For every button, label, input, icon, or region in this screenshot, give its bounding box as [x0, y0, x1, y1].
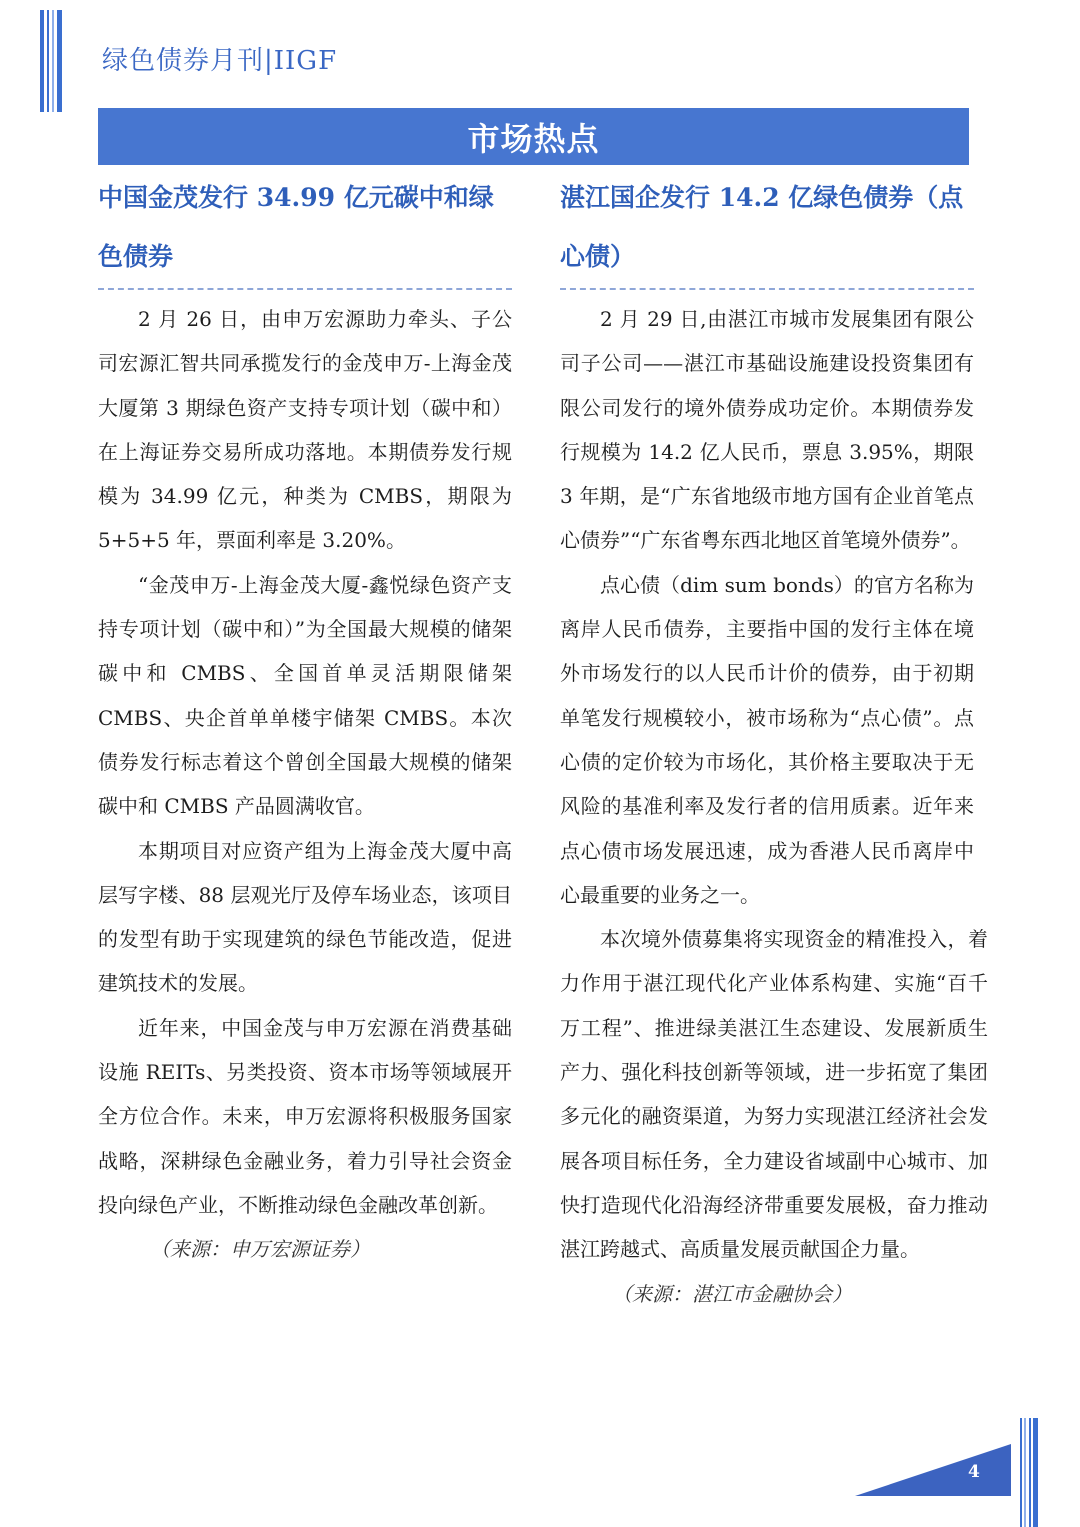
page-number: 4	[968, 1462, 980, 1482]
article-paragraph: 本期项目对应资产组为上海金茂大厦中高层写字楼、88 层观光厅及停车场业态，该项目的发型有助于实现建筑的绿色节能改造，促进建筑技术的发展。	[98, 838, 512, 996]
article-paragraph: “金茂申万-上海金茂大厦-鑫悦绿色资产支持专项计划（碳中和）”为全国最大规模的储架碳中和 CMBS、全国首单灵活期限储架 CMBS、央企首单单楼宇储架 CMBS。本次债券发行标志着这个曾创全国最大规模的储架碳中和 CMBS 产品圆满收官。	[98, 572, 512, 819]
section-banner	[98, 108, 969, 165]
bottom-decorative-bars	[1020, 1418, 1040, 1527]
top-decorative-bars	[40, 10, 64, 112]
article-paragraph: 2 月 26 日，由申万宏源助力牵头、子公司宏源汇智共同承揽发行的金茂申万-上海金茂大厦第 3 期绿色资产支持专项计划（碳中和）在上海证券交易所成功落地。本期债券发行规模为 34.99 亿元，种类为 CMBS，期限为 5+5+5 年，票面利率是 3.20%。	[98, 307, 512, 553]
article-right	[560, 168, 988, 1316]
article-paragraph: 2 月 29 日,由湛江市城市发展集团有限公司子公司——湛江市基础设施建设投资集团有限公司发行的境外债券成功定价。本期债券发行规模为 14.2 亿人民币，票息 3.95%，期限 3 年期，是“广东省地级市地方国有企业首笔点心债券”“广东省粤东西北地区首笔境外债券”。	[560, 307, 974, 553]
article-paragraph: 点心债（dim sum bonds）的官方名称为离岸人民币债券，主要指中国的发行主体在境外市场发行的以人民币计价的债券，由于初期单笔发行规模较小，被市场称为“点心债”。点心债的定价较为市场化，其价格主要取决于无风险的基准利率及发行者的信用质素。近年来点心债市场发展迅速，成为香港人民币离岸中心最重要的业务之一。	[560, 572, 974, 907]
page-number-triangle	[855, 1444, 1015, 1500]
section-title: 市场热点	[467, 119, 600, 158]
dashed-divider	[560, 288, 974, 290]
article-headline: 中国金茂发行 34.99 亿元碳中和绿色债券	[98, 183, 494, 271]
dashed-divider	[98, 288, 512, 290]
article-source: （来源：申万宏源证券）	[150, 1237, 370, 1262]
article-left	[98, 168, 512, 1272]
article-paragraph: 近年来，中国金茂与申万宏源在消费基础设施 REITs、另类投资、资本市场等领域展开全方位合作。未来，申万宏源将积极服务国家战略，深耕绿色金融业务，着力引导社会资金投向绿色产业，不断推动绿色金融改革创新。	[98, 1015, 512, 1217]
article-paragraph: 本次境外债募集将实现资金的精准投入，着力作用于湛江现代化产业体系构建、实施“百千万工程”、推进绿美湛江生态建设、发展新质生产力、强化科技创新等领域，进一步拓宽了集团多元化的融资渠道，为努力实现湛江经济社会发展各项目标任务，全力建设省域副中心城市、加快打造现代化沿海经济带重要发展极，奋力推动湛江跨越式、高质量发展贡献国企力量。	[560, 927, 988, 1262]
journal-title: 绿色债券月刊|IIGF	[102, 46, 338, 76]
article-headline: 湛江国企发行 14.2 亿绿色债券（点心债）	[560, 183, 964, 271]
article-source: （来源：湛江市金融协会）	[612, 1281, 852, 1306]
